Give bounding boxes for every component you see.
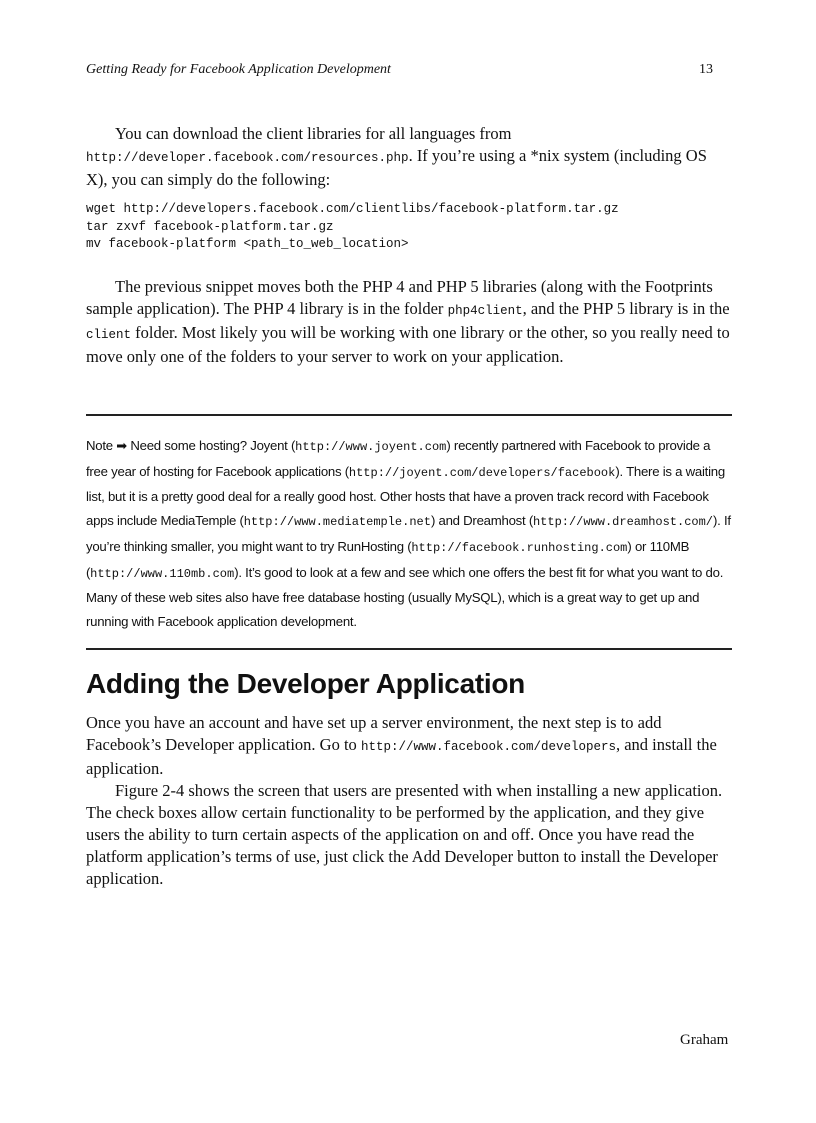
code-line: mv facebook-platform <path_to_web_location> (86, 237, 409, 251)
note-label: Note (86, 438, 113, 453)
paragraph-text: You can download the client libraries for all languages from (115, 124, 512, 143)
code-block (86, 201, 619, 254)
developers-url: http://www.facebook.com/developers (360, 740, 616, 754)
paragraph-text: , and the PHP 5 library is in the (522, 299, 730, 318)
note-text-part: Need some hosting? Joyent ( (126, 438, 296, 453)
note-text-part: ) recently partnered with Facebook to provide a free year of hosting for Facebook applications ( (86, 438, 711, 479)
note-url: http://facebook.runhosting.com (411, 540, 628, 555)
paragraph-text: folder. Most likely you will be working with one library or the other, so you really need to move only one of the folders to your server to work on your application. (86, 323, 730, 366)
page-number: 13 (699, 62, 713, 77)
note-text-part: ) and Dreamhost ( (430, 513, 533, 529)
note-text-part: ). There is a waiting list, but it is a pretty good deal for a really good host. Other hosts that have a proven track record with Facebook apps include MediaTemple ( (86, 463, 725, 529)
note-url: http://www.mediatemple.net (243, 515, 431, 530)
code-line: wget http://developers.facebook.com/clientlibs/facebook-platform.tar.gz (86, 202, 619, 216)
note-text (86, 434, 732, 634)
paragraph-text: , and install the application. (86, 735, 717, 778)
section-heading: Adding the Developer Application (86, 668, 525, 699)
resources-url: http://developer.facebook.com/resources.php (86, 151, 409, 165)
paragraph-text: . If you’re using a *nix system (including OS X), you can simply do the following: (86, 146, 707, 189)
note-url: http://www.110mb.com (90, 566, 235, 581)
paragraph-figure-description: Figure 2-4 shows the screen that users are presented with when installing a new application. The check boxes allow certain functionality to be performed by the application, and they give users the ability to turn certain aspects of the application on and off. Once you have read the platform application’s terms of use, just click the Add Developer button to install the Developer application. (86, 781, 723, 888)
arrow-right-icon: ➡ (116, 438, 127, 453)
folder-name: client (86, 328, 132, 342)
paragraph-text: Once you have an account and have set up a server environment, the next step is to add Facebook’s Developer application. Go to (86, 713, 662, 754)
note-url: http://www.dreamhost.com/ (532, 515, 713, 530)
running-header: Getting Ready for Facebook Application Development (86, 62, 391, 77)
paragraph-text: The previous snippet moves both the PHP 4 and PHP 5 libraries (along with the Footprints sample application). The PHP 4 library is in the folder (86, 277, 713, 318)
footer-author: Graham (680, 1032, 729, 1048)
note-url: http://joyent.com/developers/facebook (348, 465, 616, 480)
paragraph-add-developer (86, 712, 732, 780)
note-text-part: ) or 110MB ( (86, 538, 690, 580)
paragraph-download-libraries (86, 123, 732, 191)
note-url: http://www.joyent.com (295, 440, 447, 454)
paragraph-snippet-explanation (86, 276, 732, 368)
folder-name: php4client (447, 304, 523, 318)
section-body (86, 712, 732, 890)
note-text-part: ). It’s good to look at a few and see which one offers the best fit for what you want to do. Many of these web sites also have free database hosting (usually MySQL), which is a great way to get up and running with Facebook application development. (86, 564, 724, 629)
note-box (86, 414, 732, 650)
code-line: tar zxvf facebook-platform.tar.gz (86, 219, 334, 234)
note-text-part: ). If you’re thinking smaller, you might want to try RunHosting ( (86, 513, 731, 554)
